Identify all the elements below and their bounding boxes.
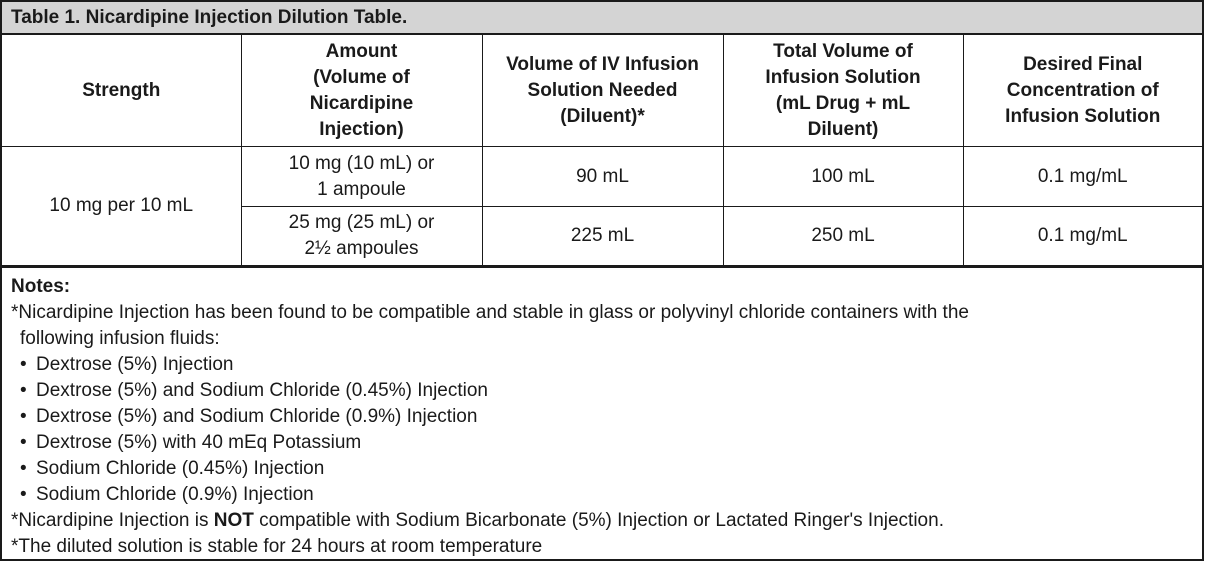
compatibility-note: *Nicardipine Injection has been found to be compatible and stable in glass or polyvinyl chloride containers with the — [11, 302, 969, 323]
incompatibility-note — [11, 508, 1202, 534]
fluid-name: Dextrose (5%) with 40 mEq Potassium — [36, 432, 362, 453]
notes-section — [2, 266, 1202, 560]
stability-note: *The diluted solution is stable for 24 hours at room temperature — [11, 536, 543, 557]
header-total-volume: Total Volume of Infusion Solution (mL Drug + mL Diluent) — [723, 35, 963, 147]
header-diluent-volume: Volume of IV Infusion Solution Needed (Diluent)* — [482, 35, 723, 147]
compatibility-note-continued: following infusion fluids: — [20, 328, 220, 349]
list-item — [11, 456, 1202, 482]
fluid-name: Dextrose (5%) Injection — [36, 354, 234, 375]
bullet-icon: • — [20, 432, 27, 453]
list-item — [11, 378, 1202, 404]
header-final-concentration: Desired Final Concentration of Infusion Solution — [963, 35, 1202, 147]
diluent-cell: 90 mL — [482, 147, 723, 207]
diluent-cell: 225 mL — [482, 207, 723, 266]
bullet-icon: • — [20, 406, 27, 427]
list-item — [11, 430, 1202, 456]
concentration-cell: 0.1 mg/mL — [963, 207, 1202, 266]
incompatibility-emphasis: NOT — [213, 510, 254, 531]
strength-cell: 10 mg per 10 mL — [2, 147, 241, 266]
table-header-row — [2, 35, 1202, 147]
bullet-icon: • — [20, 484, 27, 505]
incompatibility-prefix: *Nicardipine Injection is — [11, 510, 214, 531]
fluid-name: Sodium Chloride (0.45%) Injection — [36, 458, 325, 479]
concentration-cell: 0.1 mg/mL — [963, 147, 1202, 207]
fluid-name: Sodium Chloride (0.9%) Injection — [36, 484, 314, 505]
table-title: Table 1. Nicardipine Injection Dilution Table. — [2, 2, 1202, 35]
total-volume-cell: 100 mL — [723, 147, 963, 207]
bullet-icon: • — [20, 458, 27, 479]
list-item — [11, 482, 1202, 508]
fluid-name: Dextrose (5%) and Sodium Chloride (0.45%) Injection — [36, 380, 488, 401]
header-strength: Strength — [2, 35, 241, 147]
dilution-table — [2, 35, 1202, 266]
amount-cell: 25 mg (25 mL) or 2½ ampoules — [241, 207, 482, 266]
table-row — [2, 147, 1202, 207]
bullet-icon: • — [20, 380, 27, 401]
list-item — [11, 404, 1202, 430]
list-item — [11, 352, 1202, 378]
incompatibility-suffix: compatible with Sodium Bicarbonate (5%) Injection or Lactated Ringer's Injection. — [253, 510, 944, 531]
notes-heading: Notes: — [11, 276, 71, 297]
amount-cell: 10 mg (10 mL) or 1 ampoule — [241, 147, 482, 207]
total-volume-cell: 250 mL — [723, 207, 963, 266]
bullet-icon: • — [20, 354, 27, 375]
fluid-name: Dextrose (5%) and Sodium Chloride (0.9%) Injection — [36, 406, 478, 427]
header-amount: Amount (Volume of Nicardipine Injection) — [241, 35, 482, 147]
